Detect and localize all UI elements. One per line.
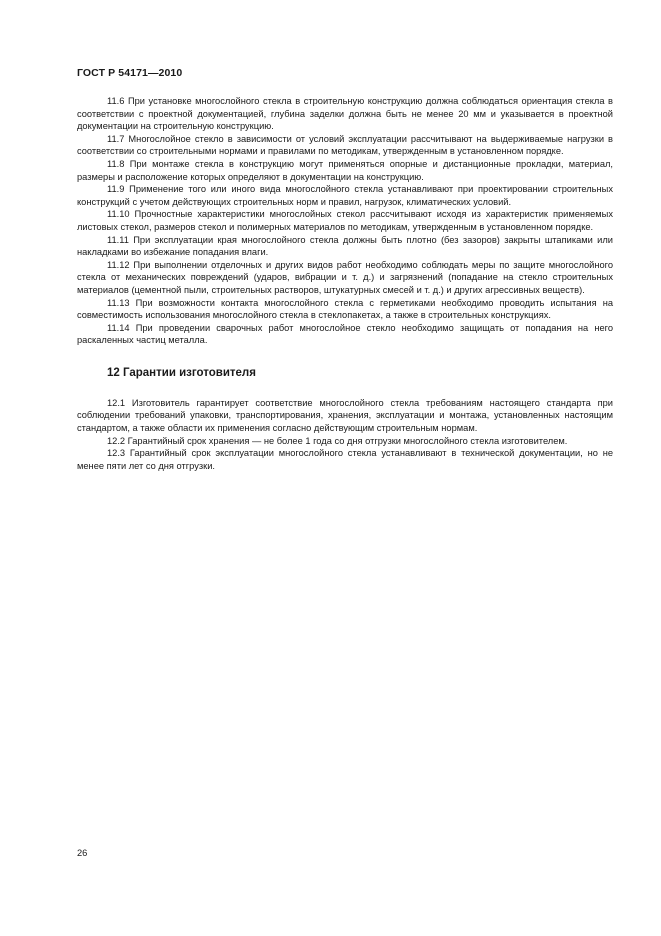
- document-code: ГОСТ Р 54171—2010: [77, 67, 183, 79]
- paragraph-11-9: 11.9 Применение того или иного вида многослойного стекла устанавливают при проектировании строительных конструкций с учетом действующих строительных норм и правил, нагрузок, климатических условий.: [77, 184, 613, 207]
- section-12-title: 12 Гарантии изготовителя: [107, 366, 256, 379]
- paragraph-11-12: 11.12 При выполнении отделочных и других видов работ необходимо соблюдать меры по защите многослойного стекла от механических повреждений (ударов, вибрации и т. д.) и загрязнений (попадание на стекло строительных материалов (цементной пыли, строительных растворов, штукатурных смесей и т. д.) и других агрессивных веществ).: [77, 259, 613, 295]
- paragraph-11-13: 11.13 При возможности контакта многослойного стекла с герметиками необходимо проводить испытания на совместимость использования многослойного стекла в стеклопакетах, а также в строительных конструкциях.: [77, 297, 613, 321]
- paragraph-12-1: 12.1 Изготовитель гарантирует соответствие многослойного стекла требованиям настоящего стандарта при соблюдении требований упаковки, транспортирования, хранения, эксплуатации и монтажа, установленных настоящим стандартом, а также области их применения согласно действующим строительным нормам.: [77, 397, 613, 434]
- paragraph-12-2: 12.2 Гарантийный срок хранения — не более 1 года со дня отгрузки многослойного стекла изготовителем.: [107, 435, 568, 446]
- paragraph-11-6: 11.6 При установке многослойного стекла в строительную конструкцию должна соблюдаться ориентация стекла в соответствии с проектной документацией, глубина заделки должна быть не менее 20 мм и указывается в проектной документации на строительную конструкцию.: [77, 96, 613, 132]
- paragraph-11-7: 11.7 Многослойное стекло в зависимости от условий эксплуатации рассчитывают на выдерживаемые нагрузки в соответствии со строительными нормами и правилами по методикам, утвержденным в установленном порядке.: [77, 133, 613, 157]
- page-content: [77, 95, 613, 472]
- paragraph-11-14: 11.14 При проведении сварочных работ многослойное стекло необходимо защищать от попадания на него раскаленных частиц металла.: [77, 322, 613, 346]
- page-number: 26: [77, 848, 88, 858]
- paragraph-11-10: 11.10 Прочностные характеристики многослойных стекол рассчитывают исходя из характеристик применяемых листовых стекол, размеров стекол и полимерных материалов по методикам, утвержденным в установленном порядке.: [77, 209, 613, 232]
- paragraph-12-3: 12.3 Гарантийный срок эксплуатации многослойного стекла устанавливают в технической документации, но не менее пяти лет со дня отгрузки.: [77, 448, 613, 471]
- paragraph-11-8: 11.8 При монтаже стекла в конструкцию могут применяться опорные и дистанционные прокладки, материал, размеры и расположение которых определяют в документации на конструкцию.: [77, 158, 613, 182]
- paragraph-11-11: 11.11 При эксплуатации края многослойного стекла должны быть плотно (без зазоров) закрыты штапиками или накладками во избежание попадания влаги.: [77, 234, 613, 258]
